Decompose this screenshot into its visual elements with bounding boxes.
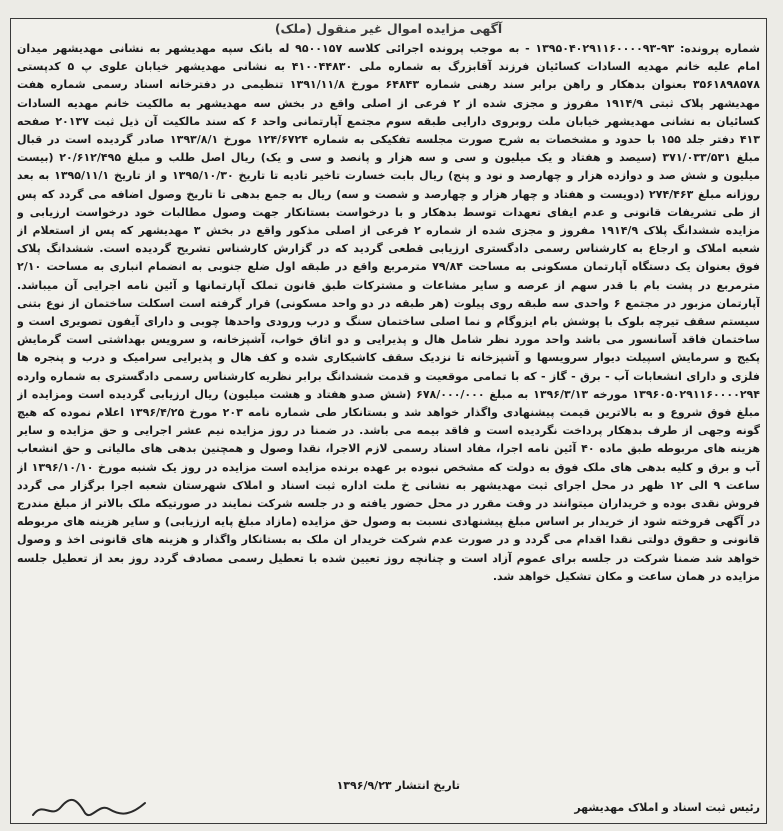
signature-scribble-icon (29, 795, 149, 821)
notice-footer (11, 777, 760, 821)
notice-title: آگهی مزایده اموال غیر منقول (ملک) (274, 21, 503, 36)
notice-box (10, 18, 767, 824)
notice-body: شماره پرونده: ۹۳-۱۳۹۵۰۴۰۲۹۱۱۶۰۰۰۰۹۳ - به موجب پرونده اجرائی کلاسه ۹۵۰۰۱۵۷ له بانک سپه مهدیشهر به نشانی مهدیشهر میدان امام علیه خانم مهدیه السادات کسائیان فرزند آقابزرگ به شماره ملی ۴۱۰۰۴۴۸۳۰ به نشانی مهدیشهر خیابان علوی پ ۵ کدپستی ۳۵۶۱۸۹۸۵۷۸ بعنوان بدهکار و راهن برابر سند رهنی شماره ۶۴۸۴۳ مورخ ۱۳۹۱/۱۱/۸ تنظیمی در دفترخانه اسناد رسمی شماره هفت مهدیشهر پلاک ثبتی ۱۹۱۴/۹ مفروز و مجزی شده از ۲ فرعی از اصلی واقع در بخش سه مهدیشهر به مالکیت خانم مهدیه السادات کسائیان به نشانی مهدیشهر خیابان ملت روبروی دارایی طبقه سوم مجتمع آپارتمانی واحد ۶ که سند مالکیت آن ذیل ثبت ۲۰۱۳۷ صفحه ۴۱۳ دفتر جلد ۱۵۵ با حدود و مشخصات به شرح صورت مجلسه تفکیکی به شماره ۱۲۴/۶۷۲۴ مورخ ۱۳۹۳/۸/۱ صادر گردیده است در قبال مبلغ ۳۷۱/۰۳۳/۵۳۱ (سیصد و هفتاد و یک میلیون و سی و سه هزار و پانصد و سی و یک) ریال اصل طلب و مبلغ ۲۰/۶۱۲/۴۹۵ (بیست میلیون و شش صد و دوازده هزار و چهارصد و نود و پنج) ریال بابت خسارت تاخیر تادیه تا تاریخ ۱۳۹۵/۱۰/۳۰ و از تاریخ ۱۳۹۵/۱۱/۱ به بعد روزانه مبلغ ۲۷۴/۴۶۳ (دویست و هفتاد و چهار هزار و چهارصد و شصت و سه) ریال به جمع بدهی تا تاریخ وصول اضافه می گردد که پس از طی تشریفات قانونی و عدم ایفای تعهدات توسط بدهکار و با درخواست بستانکار جهت وصول مطالبات خود درخواست ارزیابی و مزایده ششدانگ پلاک ۱۹۱۴/۹ مفروز و مجزی شده از شماره ۲ فرعی از اصلی مذکور واقع در بخش ۳ مهدیشهر که پس از استعلام از شعبه املاک و ارجاع به کارشناس رسمی دادگستری ارزیابی قطعی گردید که در گزارش کارشناس تشریح گردیده است. ششدانگ پلاک فوق بعنوان یک دستگاه آپارتمان مسکونی به مساحت ۷۹/۸۴ مترمربع واقع در طبقه اول ضلع جنوبی به انضمام انباری به مساحت ۲/۱۰ مترمربع در پشت بام با قدر سهم از عرصه و سایر مشاعات و مشترکات طبق قانون تملک آپارتمانها و آئین نامه اجرایی آن میباشد. آپارتمان مزبور در مجتمع ۶ واحدی سه طبقه روی پیلوت (هر طبقه در دو واحد مسکونی) قرار گرفته است اسکلت ساختمان از نوع بتنی سیستم سقف تیرچه بلوک با پوشش بام ایزوگام و نما اصلی ساختمان سنگ و درب ورودی واحدها چوبی و دارای آیفون تصویری است و ساختمان فاقد آسانسور می باشد واحد مورد نظر شامل هال و پذیرایی و دو اتاق خواب، آشپزخانه، و سرویس بهداشتی است گرمایش پکیج و سرمایش اسپیلت دیوار سرویسها و آشپزخانه تا نزدیک سقف کاشیکاری شده و کف هال و پذیرایی سرامیک و درب و پنجره ها فلزی و دارای انشعابات آب - برق - گاز - که با تمامی موقعیت و قدمت ششدانگ برابر نظریه کارشناس رسمی دادگستری به شماره وارده ۱۳۹۶۰۵۰۲۹۱۱۶۰۰۰۰۲۹۴ مورخه ۱۳۹۶/۳/۱۳ به مبلغ ۶۷۸/۰۰۰/۰۰۰ (شش صدو هفتاد و هشت میلیون) ریال ارزیابی گردیده است ومزایده از مبلغ فوق شروع و به بالاترین قیمت پیشنهادی واگذار خواهد شد و بستانکار طی شماره نامه ۲۰۳ مورخ ۱۳۹۶/۴/۲۵ اعلام نموده که هیچ گونه وجهی از طرف بدهکار پرداخت نگردیده است و فاقد بیمه می باشد. در ضمنا در روز مزایده نیم عشر اجرایی و حق مزایده و سایر هزینه های مربوطه طبق ماده ۴۰ آئین نامه اجرا، مفاد اسناد رسمی لازم الاجرا، نقدا وصول و همچنین بدهی های مالیاتی و حق انشعاب آب و برق و کلیه بدهی های ملک فوق به دولت که مشخص نبوده بر عهده برنده مزایده است مزایده در روز یک شنبه مورخ ۱۳۹۶/۱۰/۱۰ از ساعت ۹ الی ۱۲ ظهر در محل اجرای ثبت مهدیشهر به نشانی خ ملت اداره ثبت اسناد و املاک شهرستان شعبه اجرا برگزار می گردد فروش نقدی بوده و خریداران میتوانند در وقت مقرر در محل حضور یافته و در جلسه شرکت نمایند در صورتیکه ملک بالاتر از مبلغ مندرج در آگهی فروخته شود از خریدار بر اساس مبلغ پیشنهادی نسبت به وصول حق مزایده (مازاد مبلغ پایه ارزیابی) و سایر هزینه های مربوطه قانونی و حقوق دولتی نقدا اقدام می گردد و در صورت عدم شرکت خریدار ان ملک به بستانکار واگذار و هزینه های قانونی اخذ و وصول خواهد شد ضمنا شرکت در جلسه برای عموم آزاد است و چنانچه روز تعیین شده با تعطیل رسمی مصادف گردد روز بعد از تعطیل جلسه مزایده در همان ساعت و مکان تشکیل خواهد شد. (17, 42, 760, 583)
publish-date: تاریخ انتشار ۱۳۹۶/۹/۲۳ (336, 779, 460, 792)
signature-line: رئیس ثبت اسناد و املاک مهدیشهر (574, 801, 760, 814)
